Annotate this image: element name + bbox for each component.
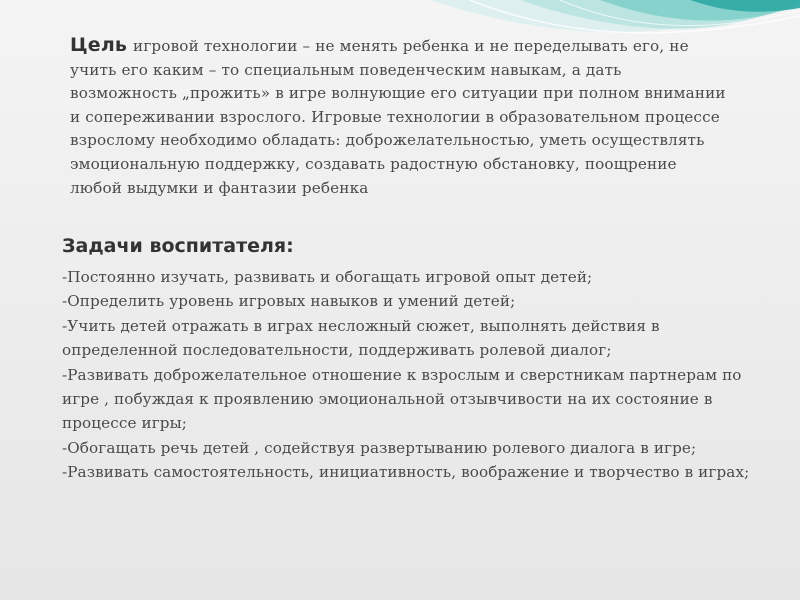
- task-item: -Развивать доброжелательное отношение к взрослым и сверстникам партнерам по игре , побуждая к проявлению эмоциональной отзывчивости на их состояние в процессе игры;: [62, 365, 742, 433]
- goal-heading: Цель: [70, 34, 128, 56]
- task-item: -Обогащать речь детей , содействуя развертыванию ролевого диалога в игре;: [62, 438, 697, 457]
- task-item: -Учить детей отражать в играх несложный сюжет, выполнять действия в определенной последовательности, поддерживать ролевой диалог;: [62, 316, 660, 360]
- goal-paragraph: [70, 34, 730, 200]
- wave-band-mid: [600, 0, 800, 21]
- task-item: -Определить уровень игровых навыков и умений детей;: [62, 292, 516, 311]
- wave-band-pale: [430, 0, 800, 32]
- wave-band-light: [520, 0, 800, 29]
- tasks-list: [62, 265, 762, 485]
- tasks-heading: Задачи воспитателя:: [62, 235, 294, 257]
- goal-text: игровой технологии – не менять ребенка и не переделывать его, не учить его каким – то специальным поведенческим навыкам, а дать возможность „прожить» в игре волнующие его ситуации при полном внимании и сопереживании взрослого. Игровые технологии в образовательном процессе взрослому необходимо обладать: доброжелательностью, уметь осуществлять эмоциональную поддержку, создавать радостную обстановку, поощрение любой выдумки и фантазии ребенка: [70, 37, 726, 197]
- wave-line-1: [470, 0, 800, 33]
- wave-line-2: [560, 0, 800, 26]
- task-item: -Постоянно изучать, развивать и обогащать игровой опыт детей;: [62, 268, 593, 286]
- task-item: -Развивать самостоятельность, инициативность, воображение и творчество в играх;: [62, 463, 750, 482]
- wave-band-dark: [690, 0, 800, 12]
